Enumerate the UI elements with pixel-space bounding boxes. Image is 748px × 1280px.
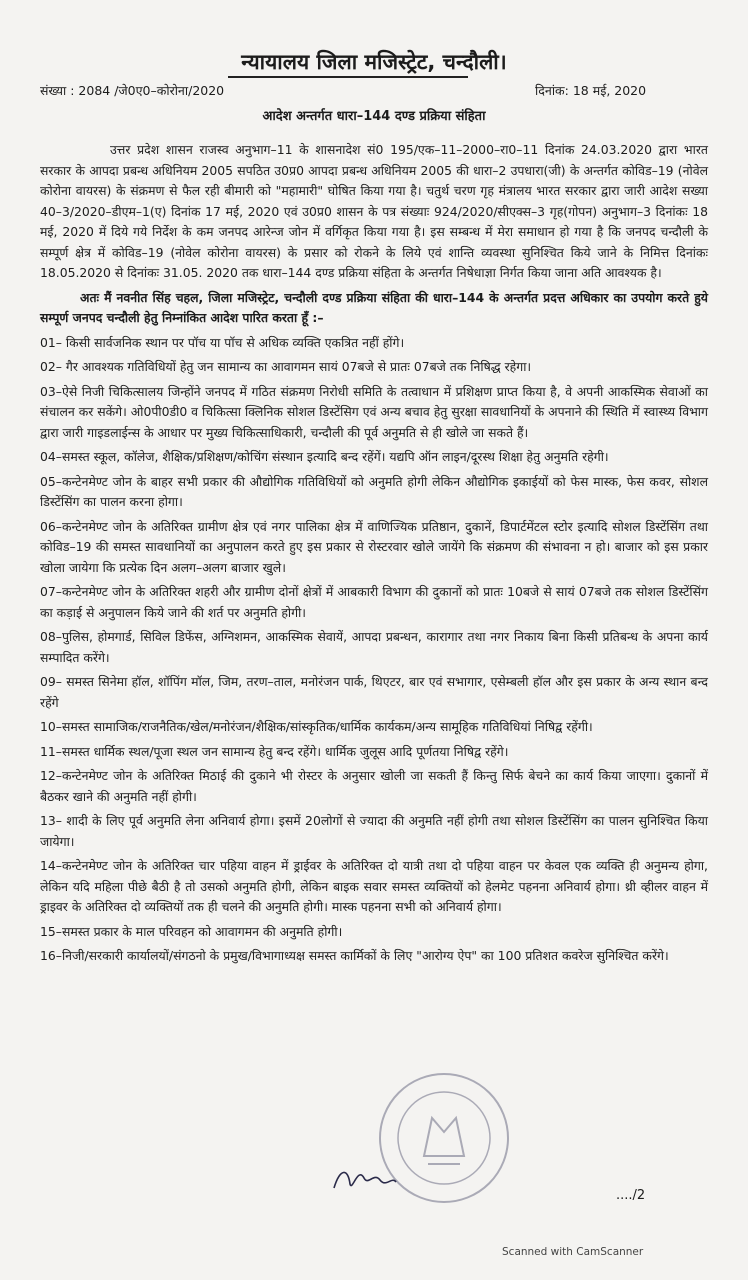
order-item: 04–समस्त स्कूल, कॉलेज, शैक्षिक/प्रशिक्षण/कोचिंग संस्थान इत्यादि बन्द रहेंगें। यद्यपि ऑन लाइन/दूरस्थ शिक्षा हेतु अनुमति रहेगी। (40, 449, 609, 464)
order-item: 08–पुलिस, होमगार्ड, सिविल डिफेंस, अग्निशमन, आकस्मिक सेवायें, आपदा प्रबन्धन, कारागार तथा नगर निकाय बिना किसी प्रतिबन्ध के अपना कार्य सम्पादित करेंगे। (40, 629, 708, 665)
order-item: 01– किसी सार्वजनिक स्थान पर पॉच या पॉच से अधिक व्यक्ति एकत्रित नहीं होंगे। (40, 334, 405, 350)
order-item: 07–कन्टेनमेण्ट जोन के अतिरिक्त शहरी और ग्रामीण दोनों क्षेत्रों में आबकारी विभाग की दुकानों को प्रातः 10बजे से सायं 07बजे तक सोशल डिस्टेंसिंग का कड़ाई से अनुपालन किये जाने की शर्त पर अनुमति होगी। (40, 584, 708, 620)
order-item: 02– गैर आवश्यक गतिविधियों हेतु जन सामान्य का आवागमन सायं 07बजे से प्रातः 07बजे तक निषिद्ध रहेगा। (40, 359, 532, 374)
order-item: 05–कन्टेनमेण्ट जोन के बाहर सभी प्रकार की औद्योगिक गतिविधियों को अनुमति होगी लेकिन औद्योगिक इकाईयों को फेस मास्क, फेस कवर, सोशल डिस्टेंसिंग का पालन करना होगा। (40, 473, 708, 509)
order-item: 09– समस्त सिनेमा हॉल, शॉपिंग मॉल, जिम, तरण–ताल, मनोरंजन पार्क, थिएटर, बार एवं सभागार, एसेम्बली हॉल और इस प्रकार के अन्य स्थान बन्द रहेंगे (40, 674, 708, 710)
order-item: 03–ऐसे निजी चिकित्सालय जिन्होंने जनपद में गठित संक्रमण निरोधी समिति के तत्वाधान में प्रशिक्षण प्राप्त किया है, वे अपनी आकस्मिक सेवाओं का संचालन कर सकेंगे। ओ0पी0डी0 व चिकित्सा क्लिनिक सोशल डिस्टेंसिग एवं अन्य बचाव हेतु सुरक्षा सावधानियों के अपनाने की स्थिति में स्वास्थ्य विभाग द्वारा जारी गाइडलाईन्स के आधार पर मुख्य चिकित्साधिकारी, चन्दौली की पूर्व अनुमति से ही खोले जा सकते हैं। (40, 383, 708, 440)
page-marker: ..../2 (616, 1188, 646, 1203)
order-item: 15–समस्त प्रकार के माल परिवहन को आवागमन की अनुमति होगी। (40, 923, 343, 939)
order-item: 06–कन्टेनमेण्ट जोन के अतिरिक्त ग्रामीण क्षेत्र एवं नगर पालिका क्षेत्र में वाणिज्यिक प्रतिष्ठान, दुकानें, डिपार्टमेंटल स्टोर इत्यादि सोशल डिस्टेंसिंग तथा कोविड–19 की समस्त सावधानियों का अनुपालन करते हुए इस प्रकार से रोस्टरवार खोले जायेंगे कि संक्रमण की संभावना न हो। बाजार को इस प्रकार खोला जायेगा कि प्रत्येक दिन अलग–अलग बाजार खुले। (40, 518, 708, 575)
reference-number: संख्या : 2084 /जे0ए0–कोरोना/2020 (40, 83, 225, 98)
order-item: 13– शादी के लिए पूर्व अनुमति लेना अनिवार्य होगा। इसमें 20लोगों से ज्यादा की अनुमति नहीं होगी तथा सोशल डिस्टेंसिंग का पालन सुनिश्चित किया जायेगा। (40, 813, 708, 849)
order-item: 12–कन्टेनमेण्ट जोन के अतिरिक्त मिठाई की दुकाने भी रोस्टर के अनुसार खोली जा सकती हैं किन्तु सिर्फ बेचने का कार्य किया जाएगा। दुकानों में बैठकर खाने की अनुमति नहीं होगी। (40, 768, 708, 804)
order-heading: आदेश अन्तर्गत धारा–144 दण्ड प्रक्रिया संहिता (262, 109, 486, 124)
document-title: न्यायालय जिला मजिस्ट्रेट, चन्दौली। (241, 50, 507, 74)
document-date: दिनांक: 18 मई, 2020 (535, 83, 647, 98)
document-body (40, 140, 708, 971)
order-items-list (40, 333, 708, 967)
order-intro-paragraph: अतः मैं नवनीत सिंह चहल, जिला मजिस्ट्रेट, चन्दौली दण्ड प्रक्रिया संहिता की धारा–144 के अन्तर्गत प्रदत्त अधिकार का उपयोग करते हुये सम्पूर्ण जनपद चन्दौली हेतु निम्नांकित आदेश पारित करता हूँ :– (40, 289, 708, 325)
signature-icon (330, 1158, 400, 1198)
order-item: 14–कन्टेनमेण्ट जोन के अतिरिक्त चार पहिया वाहन में ड्राईवर के अतिरिक्त दो यात्री तथा दो पहिया वाहन पर केवल एक व्यक्ति ही अनुमन्य होगा, लेकिन यदि महिला पीछे बैठी है तो उसको अनुमति होगी, लेकिन बाइक सवार समस्त व्यक्तियों को हेलमेट पहनना अनिवार्य होगा। थ्री व्हीलर वाहन में ड्राइवर के अतिरिक्त दो व्यक्तियों तक ही चलने की अनुमति होगी। मास्क पहनना सभी को अनिवार्य होगा। (40, 858, 708, 914)
preamble-paragraph: उत्तर प्रदेश शासन राजस्व अनुभाग–11 के शासनादेश सं0 195/एक–11–2000–रा0–11 दिनांक 24.03.2020 द्वारा भारत सरकार के आपदा प्रबन्ध अधिनियम 2005 सपठित उ0प्र0 आपदा प्रबन्ध अधिनियम 2005 की धारा–2 उपधारा(जी) के अन्तर्गत कोविड–19 (नोवेल कोरोना वायरस) के संक्रमण से फैल रही बीमारी को "महामारी" घोषित किया गया है। चतुर्थ चरण गृह मंत्रालय भारत सरकार द्वारा जारी आदेश सख्या 40–3/2020–डीएम–1(ए) दिनांक 17 मई, 2020 एवं उ0प्र0 शासन के पत्र संख्याः 924/2020/सीएक्स–3 गृह(गोपन) अनुभाग–3 दिनांकः 18 मई, 2020 में दिये गये निर्देश के कम जनपद आरेन्ज जोन में वर्गिकृत किया गया है। इस सम्बन्ध में मेरा समाधान हो गया है कि जनपद चन्दौली के सम्पूर्ण क्षेत्र में कोविड–19 (नोवेल कोरोना वायरस) के प्रसार को रोकने के लिये एवं शान्ति व्यवस्था सुनिश्चित किये जाने के निमित्त दिनांकः 18.05.2020 से दिनांकः 31.05. 2020 तक धारा–144 दण्ड प्रक्रिया संहिता के अन्तर्गत निषेधाज्ञा निर्गत किया जाना अति आवश्यक है। (40, 142, 708, 280)
order-item: 10–समस्त सामाजिक/राजनैतिक/खेल/मनोरंजन/शैक्षिक/सांस्कृतिक/धार्मिक कार्यकम/अन्य सामूहिक गतिविधियां निषिद्व रहेंगी। (40, 719, 593, 734)
scanner-watermark: Scanned with CamScanner (502, 1246, 644, 1258)
order-item: 11–समस्त धार्मिक स्थल/पूजा स्थल जन सामान्य हेतु बन्द रहेंगे। धार्मिक जुलूस आदि पूर्णतया निषिद्व रहेंगे। (40, 743, 509, 759)
order-item: 16–निजी/सरकारी कार्यालयों/संगठनो के प्रमुख/विभागाध्यक्ष समस्त कार्मिकों के लिए "आरोग्य ऐप" का 100 प्रतिशत कवरेज सुनिश्चित करेंगे। (40, 948, 669, 963)
title-underline (228, 76, 468, 78)
